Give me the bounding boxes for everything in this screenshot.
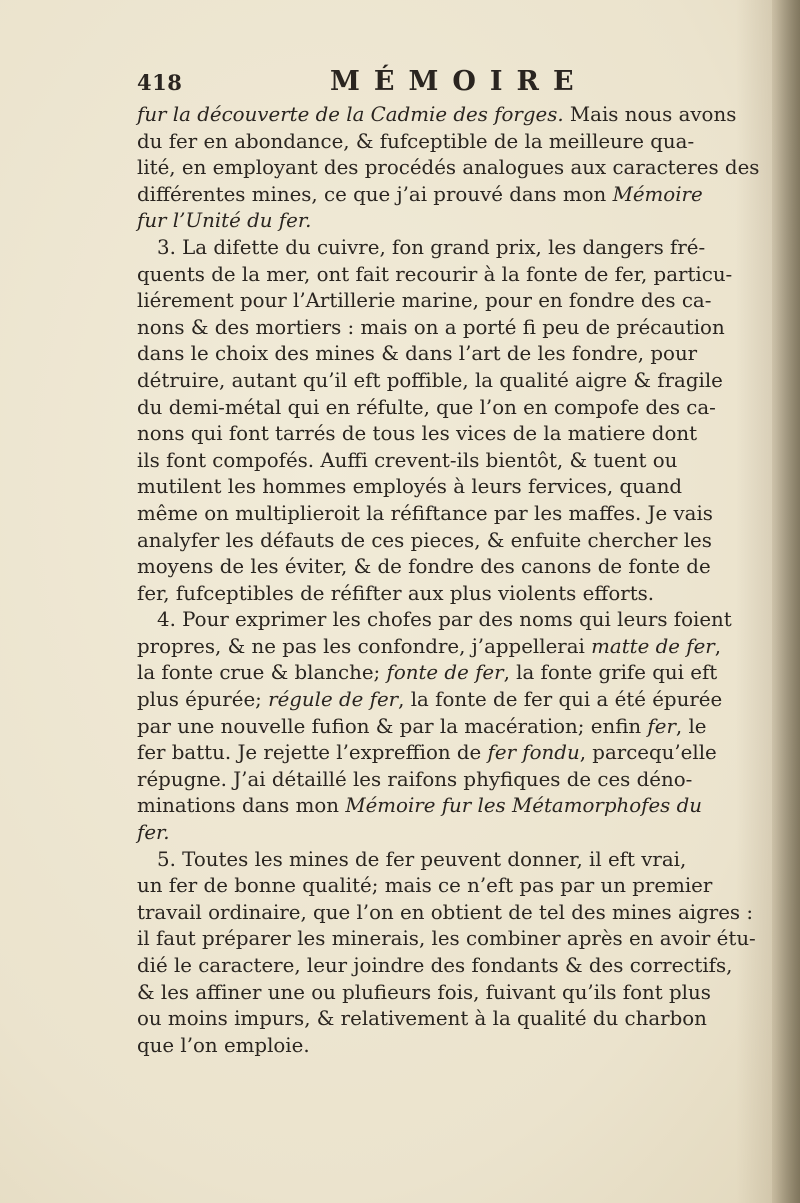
text-line (137, 926, 756, 953)
text-line (137, 980, 711, 1007)
italic-text: fur la découverte de la Cadmie des forges. (137, 103, 564, 126)
text-line (137, 208, 667, 235)
italic-text: fur l’Unité du fer. (137, 209, 312, 233)
italic-text: Mémoire fur les Métamorphofes du (345, 794, 703, 818)
text-line (137, 421, 698, 448)
text-segment: moyens de les éviter, & de fondre des canons de fonte de (137, 555, 711, 579)
text-segment: du fer en abondance, & fufceptible de la meilleure qua- (137, 129, 695, 153)
text-segment: propres, & ne pas les confondre, j’appellerai (137, 634, 592, 658)
italic-text: fonte de fer (386, 661, 504, 685)
text-line (137, 660, 718, 687)
page-edge-shadow (772, 0, 800, 1203)
text-line (137, 368, 723, 395)
text-line (137, 1006, 707, 1033)
text-line (137, 155, 760, 182)
text-line (137, 182, 703, 209)
text-segment: 5. Toutes les mines de fer peuvent donner, il eft vrai, (157, 847, 687, 871)
text-segment: mutilent les hommes employés à leurs fervices, quand (137, 475, 683, 499)
body-text (137, 102, 760, 1059)
italic-text: Mémoire (612, 182, 703, 206)
text-segment: & les affiner une ou plufieurs fois, fuivant qu’ils font plus (137, 980, 711, 1004)
text-segment: que l’on emploie. (137, 1033, 310, 1057)
text-segment: , parcequ’elle (579, 741, 717, 765)
text-line (137, 953, 733, 980)
text-segment: travail ordinaire, que l’on en obtient de tel des mines aigres : (137, 900, 754, 924)
text-segment: Mais nous avons (563, 103, 737, 126)
italic-text: fer. (137, 821, 170, 845)
text-line (137, 687, 723, 714)
text-line (137, 793, 703, 820)
text-line (137, 235, 706, 262)
text-segment: du demi-métal qui en réfulte, que l’on en compofe des ca- (137, 395, 716, 419)
italic-text: matte de fer (591, 634, 715, 658)
text-segment: différentes mines, ce que j’ai prouvé dans mon (137, 182, 613, 206)
text-line (137, 634, 722, 661)
page-header (137, 66, 677, 100)
running-title: MÉMOIRE (330, 66, 588, 97)
text-line (137, 448, 678, 475)
text-segment: , (714, 634, 722, 658)
text-segment: ou moins impurs, & relativement à la qualité du charbon (137, 1007, 707, 1031)
text-segment: détruire, autant qu’il eft poffible, la qualité aigre & fragile (137, 368, 723, 392)
text-line (137, 102, 737, 129)
italic-text: fer (647, 714, 676, 738)
text-line (137, 740, 717, 767)
text-segment: nons & des mortiers : mais on a porté fi peu de précaution (137, 315, 725, 339)
text-segment: , le (675, 714, 707, 738)
text-line (137, 315, 725, 342)
text-segment: quents de la mer, ont fait recourir à la fonte de fer, particu- (137, 262, 733, 286)
text-line (137, 900, 754, 927)
text-segment: ils font compofés. Auffi crevent-ils bientôt, & tuent ou (137, 448, 678, 472)
text-line (137, 501, 713, 528)
text-segment: lité, en employant des procédés analogues aux caracteres des (137, 156, 760, 180)
text-segment: 3. La difette du cuivre, fon grand prix, les dangers fré- (157, 235, 706, 259)
text-segment: il faut préparer les minerais, les combiner après en avoir étu- (137, 927, 756, 951)
text-segment: fer battu. Je rejette l’expreffion de (137, 741, 488, 765)
text-line (137, 581, 667, 608)
text-segment: dans le choix des mines & dans l’art de les fondre, pour (137, 342, 698, 366)
text-line (137, 873, 713, 900)
text-line (137, 395, 716, 422)
text-line (137, 820, 667, 847)
text-segment: , la fonte grife qui eft (503, 661, 718, 685)
text-line (137, 847, 687, 874)
text-line (137, 288, 712, 315)
text-line (137, 607, 732, 634)
text-line (137, 714, 707, 741)
text-segment: 4. Pour exprimer les chofes par des noms qui leurs foient (157, 608, 732, 632)
text-segment: analyfer les défauts de ces pieces, & enfuite chercher les (137, 528, 712, 552)
text-line (137, 129, 695, 156)
text-segment: dié le caractere, leur joindre des fondants & des correctifs, (137, 954, 733, 977)
text-line (137, 262, 733, 289)
text-line (137, 528, 712, 555)
italic-text: fer fondu (487, 741, 580, 765)
text-segment: minations dans mon (137, 794, 346, 818)
text-segment: plus épurée; (137, 688, 269, 712)
text-segment: fer, fufceptibles de réfifter aux plus violents efforts. (137, 581, 655, 605)
text-line (137, 554, 711, 581)
text-segment: un fer de bonne qualité; mais ce n’eft pas par un premier (137, 874, 713, 898)
text-line (137, 767, 693, 794)
text-segment: la fonte crue & blanche; (137, 661, 387, 685)
text-line (137, 474, 683, 501)
text-segment: même on multiplieroit la réfiftance par les maffes. Je vais (137, 501, 713, 525)
text-segment: , la fonte de fer qui a été épurée (398, 688, 723, 712)
text-segment: nons qui font tarrés de tous les vices de la matiere dont (137, 422, 698, 446)
text-segment: par une nouvelle fufion & par la macération; enfin (137, 714, 648, 738)
page-number: 418 (137, 70, 183, 95)
text-segment: liérement pour l’Artillerie marine, pour en fondre des ca- (137, 289, 712, 313)
text-line (137, 341, 698, 368)
text-line (137, 1033, 667, 1060)
text-segment: répugne. J’ai détaillé les raifons phyfiques de ces déno- (137, 767, 693, 791)
italic-text: régule de fer (268, 688, 399, 712)
